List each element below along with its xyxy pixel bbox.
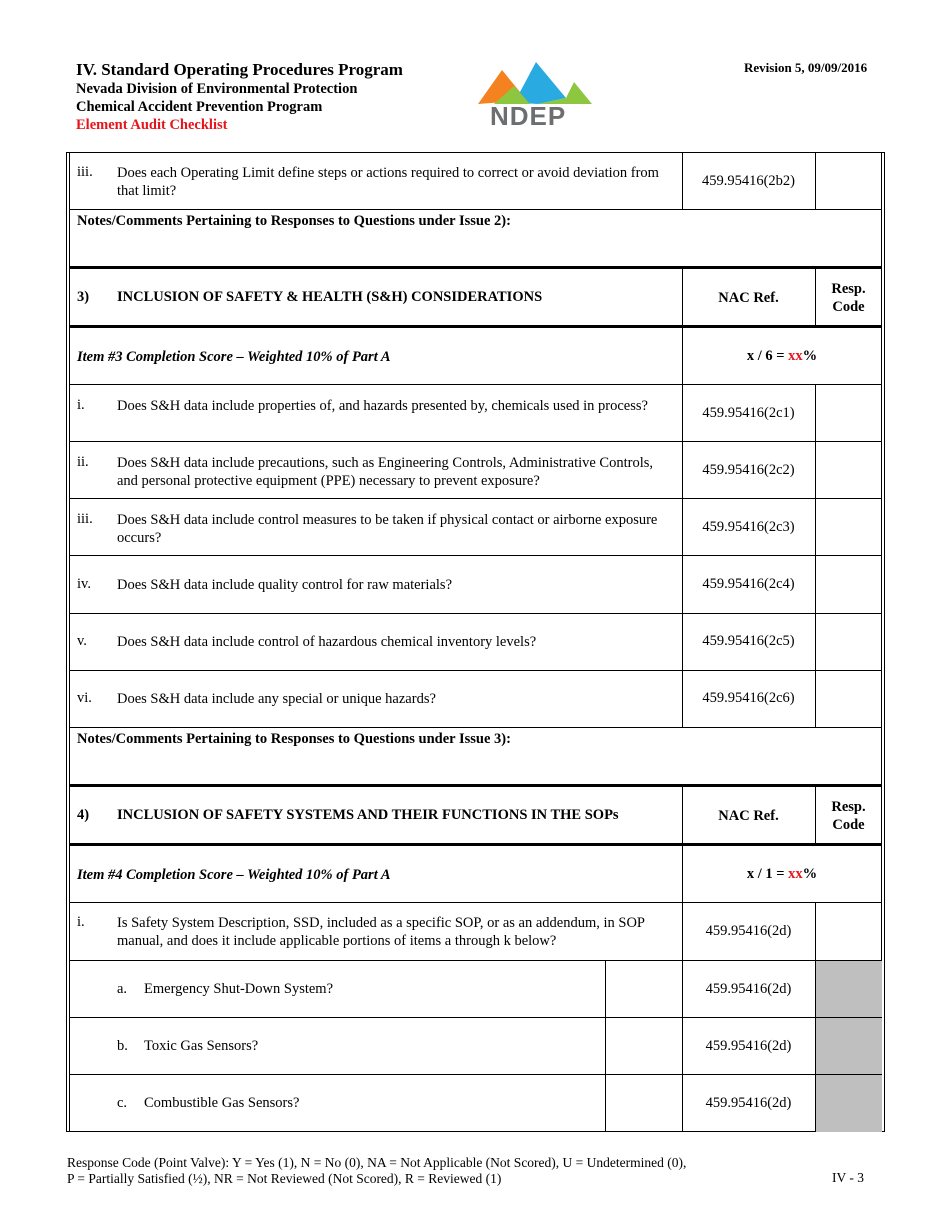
- response-code-cell[interactable]: [816, 385, 882, 441]
- checklist-name: Element Audit Checklist: [76, 117, 228, 133]
- program-name: Chemical Accident Prevention Program: [76, 99, 323, 115]
- sub-item-response-cell[interactable]: [606, 961, 682, 1017]
- resp-code-header-line1: Resp.: [831, 281, 866, 297]
- resp-code-header-line1: Resp.: [831, 799, 866, 815]
- response-code-cell[interactable]: [816, 499, 882, 555]
- nac-reference: 459.95416(2c3): [702, 519, 795, 535]
- nac-reference: 459.95416(2c1): [702, 405, 795, 421]
- question-text: Does S&H data include properties of, and hazards presented by, chemicals used in process?: [117, 398, 648, 414]
- question-text: Does S&H data include control of hazardous chemical inventory levels?: [117, 634, 537, 650]
- response-code-cell[interactable]: [816, 153, 882, 209]
- nac-reference: 459.95416(2c4): [702, 576, 795, 592]
- notes-issue-2-field[interactable]: [70, 230, 881, 264]
- completion-score-label: Item #4 Completion Score – Weighted 10% of Part A: [77, 867, 391, 883]
- question-number: ii.: [77, 454, 89, 470]
- notes-issue-3-field[interactable]: [70, 748, 881, 782]
- sub-item-letter: c.: [117, 1095, 128, 1111]
- sub-item-response-cell[interactable]: [606, 1018, 682, 1074]
- section-number: 3): [77, 289, 90, 305]
- section-title: INCLUSION OF SAFETY SYSTEMS AND THEIR FUNCTIONS IN THE SOPs: [117, 807, 619, 823]
- sub-item-text: Toxic Gas Sensors?: [144, 1038, 259, 1054]
- resp-code-header-line2: Code: [832, 817, 865, 833]
- completion-score-value: [682, 866, 882, 883]
- response-cell-disabled: [815, 1018, 882, 1074]
- response-cell-disabled: [815, 1075, 882, 1132]
- response-code-cell[interactable]: [816, 671, 882, 727]
- response-code-cell[interactable]: [816, 556, 882, 613]
- revision-label: Revision 5, 09/09/2016: [744, 60, 868, 75]
- section-number: 4): [77, 807, 90, 823]
- question-number: v.: [77, 633, 87, 649]
- nac-reference: 459.95416(2c2): [702, 462, 795, 478]
- completion-score-value: [682, 348, 882, 365]
- sub-item-response-cell[interactable]: [606, 1075, 682, 1132]
- score-suffix: %: [802, 348, 818, 364]
- legend-line-2: P = Partially Satisfied (½), NR = Not Reviewed (Not Scored), R = Reviewed (1): [67, 1171, 502, 1186]
- question-text: Does S&H data include control measures to be taken if physical contact or airborne exposure occurs?: [117, 512, 658, 546]
- sub-item-letter: b.: [117, 1038, 128, 1054]
- nac-reference: 459.95416(2d): [705, 981, 792, 997]
- nac-reference: 459.95416(2c6): [702, 690, 795, 706]
- question-number: vi.: [77, 690, 92, 706]
- document-title: IV. Standard Operating Procedures Program: [76, 60, 403, 79]
- resp-code-header-line2: Code: [832, 299, 865, 315]
- ndep-logo-text: NDEP: [490, 101, 567, 131]
- score-prefix: x / 1 =: [746, 866, 789, 882]
- response-code-cell[interactable]: [816, 442, 882, 498]
- notes-issue-2-label: Notes/Comments Pertaining to Responses to Questions under Issue 2):: [77, 213, 511, 229]
- nac-ref-header: NAC Ref.: [718, 290, 779, 306]
- nac-reference: 459.95416(2c5): [702, 633, 795, 649]
- notes-issue-3-label: Notes/Comments Pertaining to Responses to Questions under Issue 3):: [77, 731, 511, 747]
- response-code-cell[interactable]: [816, 903, 882, 960]
- legend-line-1: Response Code (Point Valve): Y = Yes (1), N = No (0), NA = Not Applicable (Not Scored), U = Undetermined (0),: [67, 1155, 687, 1170]
- agency-name: Nevada Division of Environmental Protection: [76, 81, 358, 97]
- question-text: Does S&H data include any special or unique hazards?: [117, 691, 436, 707]
- question-number: iii.: [77, 511, 93, 527]
- nac-reference: 459.95416(2d): [705, 1095, 792, 1111]
- completion-score-label: Item #3 Completion Score – Weighted 10% of Part A: [77, 349, 391, 365]
- score-suffix: %: [802, 866, 818, 882]
- page-number: IV - 3: [832, 1170, 864, 1185]
- question-number: i.: [77, 397, 85, 413]
- sub-item-text: Combustible Gas Sensors?: [144, 1095, 300, 1111]
- question-text: Does S&H data include precautions, such as Engineering Controls, Administrative Controls, and personal protective equipment (PPE) necessary to prevent exposure?: [117, 455, 654, 489]
- question-number: iii.: [77, 164, 93, 180]
- score-placeholder: xx: [788, 866, 803, 882]
- document-header: [76, 60, 403, 134]
- question-number: iv.: [77, 576, 91, 592]
- score-prefix: x / 6 =: [746, 348, 789, 364]
- sub-item-letter: a.: [117, 981, 128, 997]
- response-cell-disabled: [815, 961, 882, 1017]
- section-title: INCLUSION OF SAFETY & HEALTH (S&H) CONSIDERATIONS: [117, 289, 543, 305]
- nac-ref-header: NAC Ref.: [718, 808, 779, 824]
- score-placeholder: xx: [788, 348, 803, 364]
- response-code-legend: [67, 1155, 686, 1187]
- nac-reference: 459.95416(2b2): [701, 173, 796, 189]
- question-number: i.: [77, 914, 85, 930]
- response-code-cell[interactable]: [816, 614, 882, 670]
- nac-reference: 459.95416(2d): [705, 923, 792, 939]
- question-text: Does each Operating Limit define steps or actions required to correct or avoid deviation from that limit?: [117, 165, 659, 199]
- question-text: Is Safety System Description, SSD, included as a specific SOP, or as an addendum, in SOP manual, and does it include applicable portions of items a through k below?: [117, 915, 645, 949]
- question-text: Does S&H data include quality control for raw materials?: [117, 577, 453, 593]
- nac-reference: 459.95416(2d): [705, 1038, 792, 1054]
- sub-item-text: Emergency Shut-Down System?: [144, 981, 334, 997]
